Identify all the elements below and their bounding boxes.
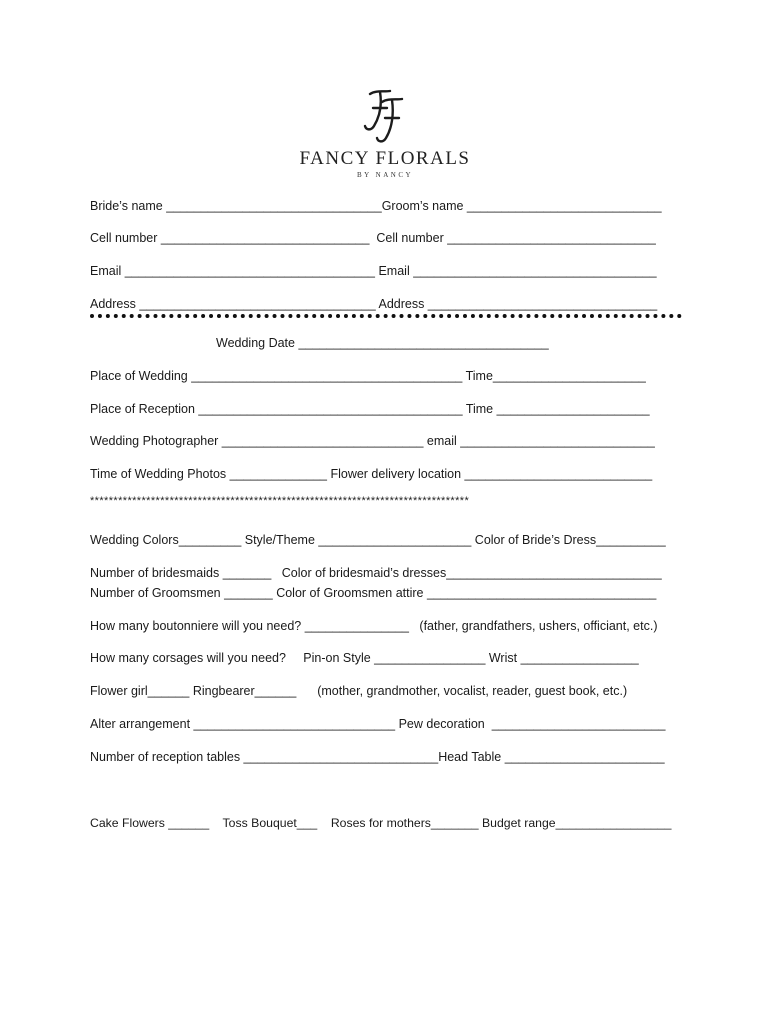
wedding-colors-line: Wedding Colors_________ Style/Theme ______________________ Color of Bride’s Dress__________: [90, 533, 666, 547]
email-line: Email ____________________________________ Email ___________________________________: [90, 264, 657, 278]
photos-delivery-line: Time of Wedding Photos ______________ Flower delivery location ___________________________: [90, 467, 653, 481]
brand-subtitle: BY NANCY: [356, 171, 414, 179]
ff-monogram-icon: [360, 88, 410, 144]
alter-arrangement-line: Alter arrangement _____________________________ Pew decoration _________________________: [90, 717, 666, 731]
logo: [0, 88, 770, 179]
cake-flowers-line: Cake Flowers ______ Toss Bouquet___ Roses for mothers_______ Budget range_________________: [90, 816, 672, 830]
boutonniere-line: How many boutonniere will you need? _______________ (father, grandfathers, ushers, officiant, etc.): [90, 619, 658, 633]
brand-name: FANCY FLORALS: [299, 148, 471, 169]
reception-tables-line: Number of reception tables ____________________________Head Table _______________________: [90, 750, 665, 764]
cell-number-line: Cell number ______________________________ Cell number ______________________________: [90, 231, 656, 245]
address-line: Address __________________________________ Address _________________________________: [90, 297, 658, 311]
asterisk-divider: *********************************************************************************: [90, 495, 470, 507]
bride-groom-name-line: Bride’s name _______________________________Groom’s name ____________________________: [90, 199, 662, 213]
place-of-wedding-line: Place of Wedding _______________________________________ Time______________________: [90, 369, 646, 383]
groomsmen-line: Number of Groomsmen _______ Color of Groomsmen attire _________________________________: [90, 586, 657, 600]
place-of-reception-line: Place of Reception ______________________________________ Time ______________________: [90, 402, 650, 416]
wedding-date-line: Wedding Date ____________________________________: [216, 336, 549, 350]
bridesmaids-line: Number of bridesmaids _______ Color of bridesmaid’s dresses_______________________________: [90, 566, 662, 580]
dotted-divider: [90, 314, 682, 318]
flower-girl-line: Flower girl______ Ringbearer______ (mother, grandmother, vocalist, reader, guest book, etc.): [90, 684, 628, 698]
corsages-line: How many corsages will you need? Pin-on Style ________________ Wrist _________________: [90, 651, 639, 665]
wedding-photographer-line: Wedding Photographer _____________________________ email ____________________________: [90, 434, 655, 448]
